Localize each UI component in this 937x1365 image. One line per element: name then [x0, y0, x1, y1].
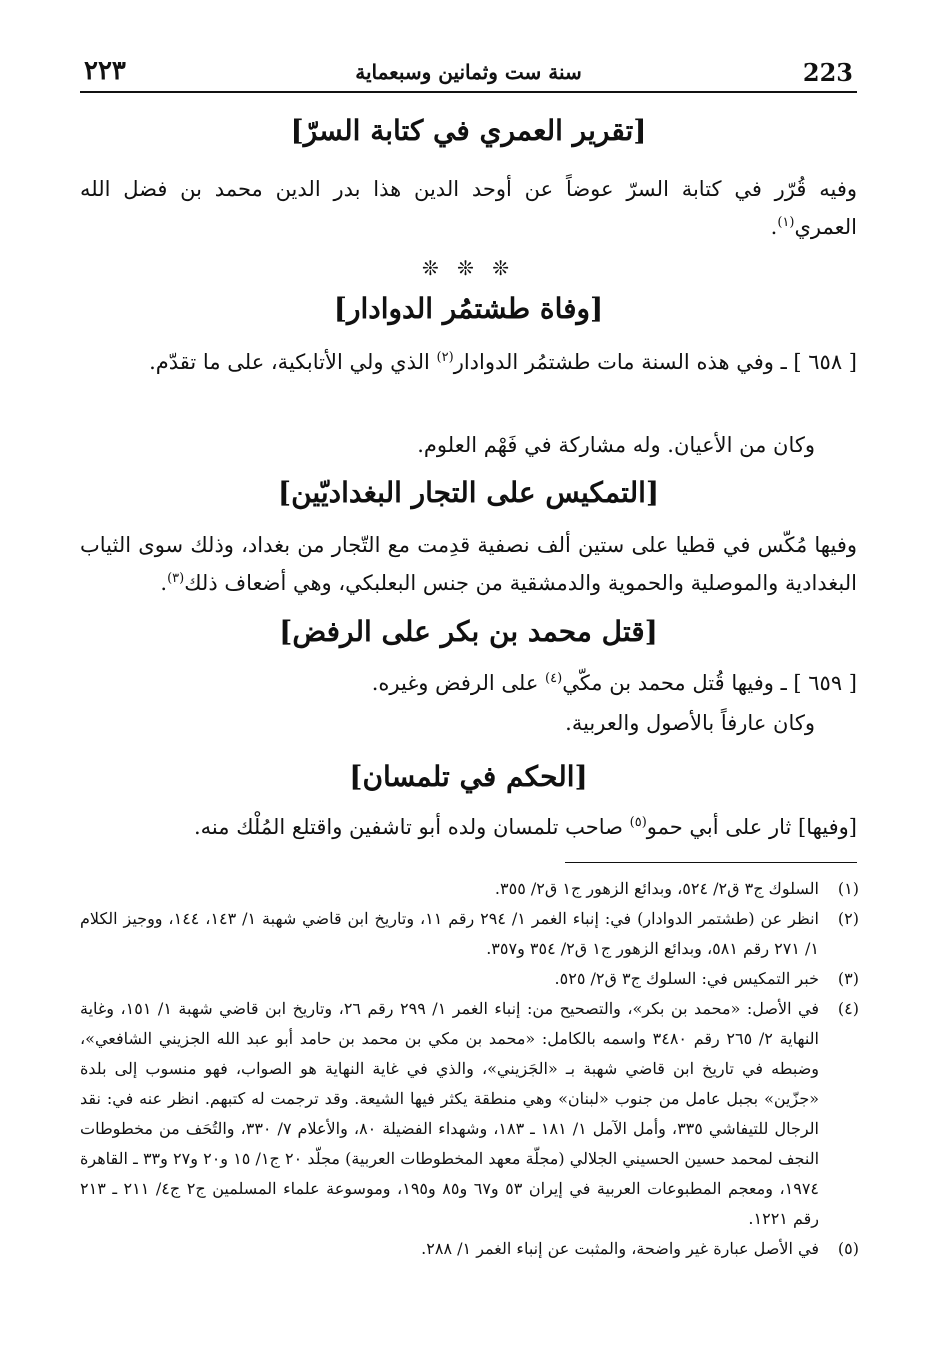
- footnote-number: (٢): [837, 909, 859, 928]
- paragraph-tail: .: [770, 215, 778, 239]
- paragraph-text: وفيه قُرّر في كتابة السرّ عوضاً عن أوحد الدين هذا بدر الدين محمد بن فضل الله العمري: [80, 177, 857, 239]
- section-heading: [وفاة طشتمُر الدوادار]: [333, 292, 604, 325]
- footnote-ref: (٤): [545, 671, 563, 686]
- separator-stars: ❊ ❊ ❊: [422, 256, 515, 280]
- footnote-rule: [565, 862, 857, 863]
- paragraph-tail: .: [160, 571, 168, 595]
- paragraph: [80, 426, 857, 464]
- footnote: [80, 874, 859, 904]
- running-title: سنة ست وثمانين وسبعماية: [355, 60, 582, 84]
- page-header: [78, 56, 859, 90]
- paragraph: [80, 808, 857, 846]
- footnote-ref: (٥): [629, 815, 647, 830]
- paragraph: [80, 526, 857, 602]
- paragraph-tail: الذي ولي الأتابكية، على ما تقدّم.: [149, 350, 437, 374]
- footnote-ref: (١): [777, 215, 795, 230]
- footnotes: [80, 874, 859, 1264]
- paragraph: [80, 343, 857, 381]
- paragraph-text: [ ٦٥٩ ] ـ وفيها قُتل محمد بن مكّي: [562, 671, 857, 695]
- footnote-text: في الأصل عبارة غير واضحة، والمثبت عن إنباء الغمر ١/ ٢٨٨.: [421, 1239, 819, 1258]
- paragraph-text: وفيها مُكّس في قطيا على ستين ألف نصفية قدِمت مع التّجار من بغداد، وذلك سوى الثياب البغدادية والموصلية والحموية والدمشقية من جنس البعلبكي، وهي أضعاف ذلك: [80, 533, 857, 595]
- footnote-ref: (٢): [436, 350, 454, 365]
- footnote-text: انظر عن (طشتمر الدوادار) في: إنباء الغمر ١/ ٢٩٤ رقم ١١، وتاريخ ابن قاضي شهبة ١/ ١٤٣، ١٤٤، ووجيز الكلام ١/ ٢٧١ رقم ٥٨١، وبدائع الزهور ج١ ق٢/ ٣٥٤ و٣٥٧.: [80, 909, 819, 958]
- footnote: [80, 904, 859, 964]
- footnote: [80, 964, 859, 994]
- page-number-latin: 223: [802, 58, 853, 87]
- footnote-text: خبر التمكيس في: السلوك ج٣ ق٢/ ٥٢٥.: [554, 969, 819, 988]
- footnote: [80, 1234, 859, 1264]
- footnote: [80, 994, 859, 1234]
- footnote-number: (٥): [837, 1239, 859, 1258]
- paragraph: [80, 704, 857, 742]
- paragraph-tail: على الرفض وغيره.: [371, 671, 546, 695]
- paragraph-text: [ ٦٥٨ ] ـ وفي هذه السنة مات طشتمُر الدوادار: [453, 350, 857, 374]
- paragraph: [80, 664, 857, 702]
- footnote-number: (١): [837, 879, 859, 898]
- footnote-text: في الأصل: «محمد بن بكر»، والتصحيح من: إنباء الغمر ١/ ٢٩٩ رقم ٢٦، وتاريخ ابن قاضي شهبة ١/ ١٥١، وغاية النهاية ٢/ ٢٦٥ رقم ٣٤٨٠ واسمه بالكامل: «محمد بن مكي بن محمد بن حامد أبو عبد الله الجزيني الشافعي»، وضبطه في تاريخ ابن قاضي شهبة بـ «الجَزيني»، والذي في غاية النهاية هو الصواب، فهو منسوب إلى بلدة «جزّين» بجبل عامل من جنوب «لبنان» وهي منطقة يكثر فيها الشيعة. وقد ترجمت له كتبهم. انظر عنه في: نقد الرجال للتيفاشي ٣٣٥، وأمل الآمل ١/ ١٨١ ـ ١٨٣، وشهداء الفضيلة ٨٠، والأعلام ٧/ ٣٣٠، والتُحَف من مخطوطات النجف لمحمد حسين الحسيني الجلالي (مجلّة معهد المخطوطات العربية) مجلّد ٢٠ ج١/ ١٥ و٢٠ و٢٧ و٣٣ ـ القاهرة ١٩٧٤، ومعجم المطبوعات العربية في إيران ٥٣ و٦٧ و٨٥ و١٩٥، وموسوعة علماء المسلمين ج٢ ج٤/ ٢١١ ـ ٢١٣ رقم ١٢٢١.: [80, 999, 820, 1228]
- footnote-number: (٣): [837, 969, 859, 988]
- footnote-ref: (٣): [167, 571, 185, 586]
- paragraph: [80, 170, 857, 246]
- footnote-number: (٤): [837, 999, 859, 1018]
- page-number-arabic: ٢٢٣: [84, 56, 126, 86]
- footnote-text: السلوك ج٣ ق٢/ ٥٢٤، وبدائع الزهور ج١ ق٢/ ٣٥٥.: [494, 879, 819, 898]
- section-heading: [قتل محمد بن بكر على الرفض]: [279, 615, 658, 648]
- section-heading: [التمكيس على التجار البغداديّين]: [277, 476, 660, 509]
- section-heading: [تقرير العمري في كتابة السرّ]: [290, 114, 647, 147]
- section-heading: [الحكم في تلمسان]: [349, 760, 588, 793]
- paragraph-tail: صاحب تلمسان ولده أبو تاشفين واقتلع المُلْك منه.: [194, 815, 630, 839]
- paragraph-text: وكان من الأعيان. وله مشاركة في فَهْم العلوم.: [417, 433, 815, 457]
- header-rule: [80, 91, 857, 93]
- paragraph-text: [وفيها] ثار على أبي حمو: [646, 815, 857, 839]
- paragraph-text: وكان عارفاً بالأصول والعربية.: [565, 711, 815, 735]
